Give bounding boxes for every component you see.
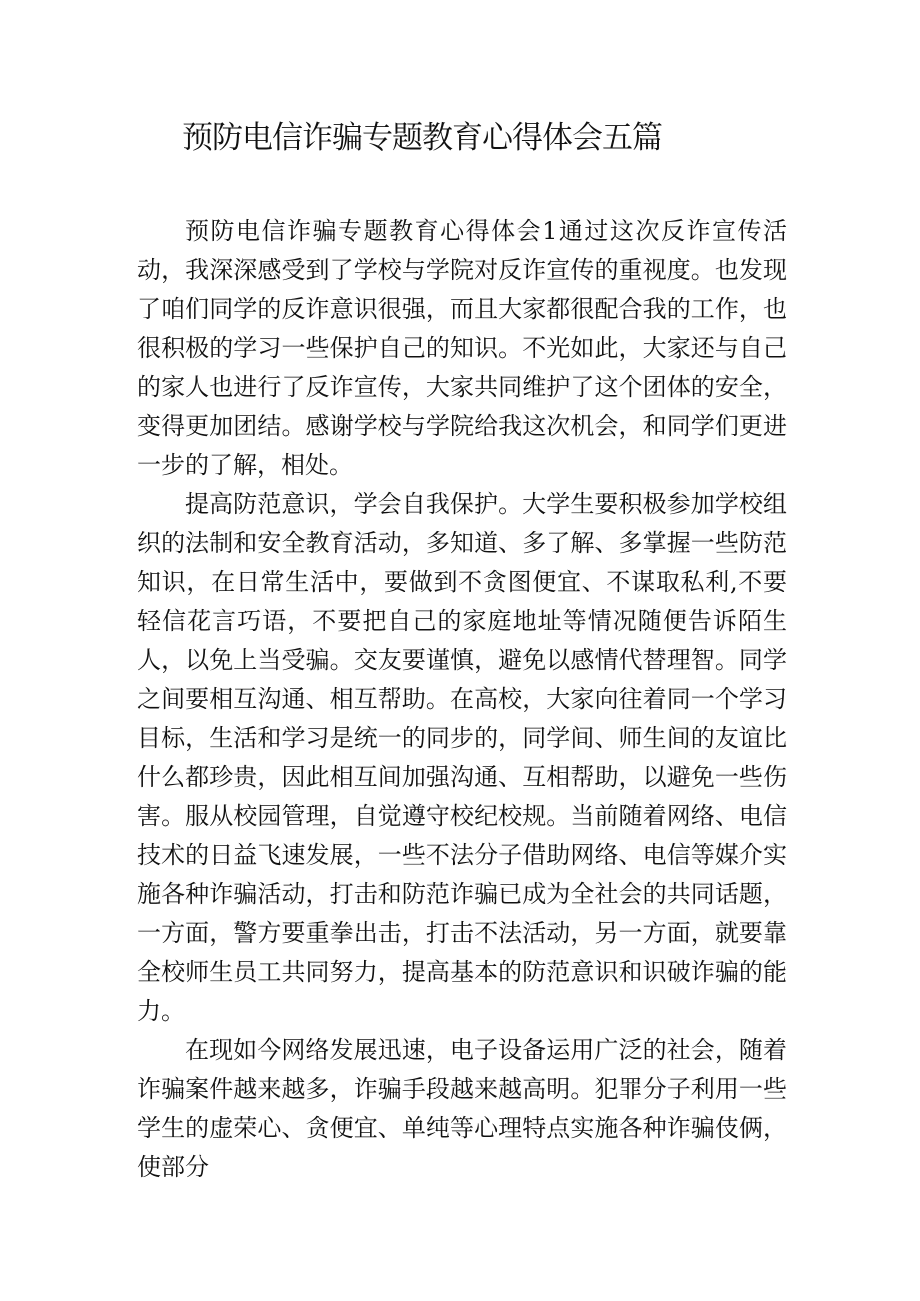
page-title: 预防电信诈骗专题教育心得体会五篇 [182,120,662,156]
paragraph-1: 预防电信诈骗专题教育心得体会1通过这次反诈宣传活动，我深深感受到了学校与学院对反诈宣传的重视度。也发现了咱们同学的反诈意识很强，而且大家都很配合我的工作，也很积极的学习一些保护自己的知识。不光如此，大家还与自己的家人也进行了反诈宣传，大家共同维护了这个团体的安全，变得更加团结。感谢学校与学院给我这次机会，和同学们更进一步的了解，相处。 [137,217,787,479]
paragraph-2: 提高防范意识，学会自我保护。大学生要积极参加学校组织的法制和安全教育活动，多知道、多了解、多掌握一些防范知识，在日常生活中，要做到不贪图便宜、不谋取私利,不要轻信花言巧语，不要把自己的家庭地址等情况随便告诉陌生人，以免上当受骗。交友要谨慎，避免以感情代替理智。同学之间要相互沟通、相互帮助。在高校，大家向往着同一个学习目标，生活和学习是统一的同步的，同学间、师生间的友谊比什么都珍贵，因此相互间加强沟通、互相帮助，以避免一些伤害。服从校园管理，自觉遵守校纪校规。当前随着网络、电信技术的日益飞速发展，一些不法分子借助网络、电信等媒介实施各种诈骗活动，打击和防范诈骗已成为全社会的共同话题，一方面，警方要重拳出击，打击不法活动，另一方面，就要靠全校师生员工共同努力，提高基本的防范意识和识破诈骗的能力。 [137,490,787,1025]
paragraph-3: 在现如今网络发展迅速，电子设备运用广泛的社会，随着诈骗案件越来越多，诈骗手段越来越高明。犯罪分子利用一些学生的虚荣心、贪便宜、单纯等心理特点实施各种诈骗伎俩，使部分 [137,1036,787,1181]
document-body [137,212,787,1187]
